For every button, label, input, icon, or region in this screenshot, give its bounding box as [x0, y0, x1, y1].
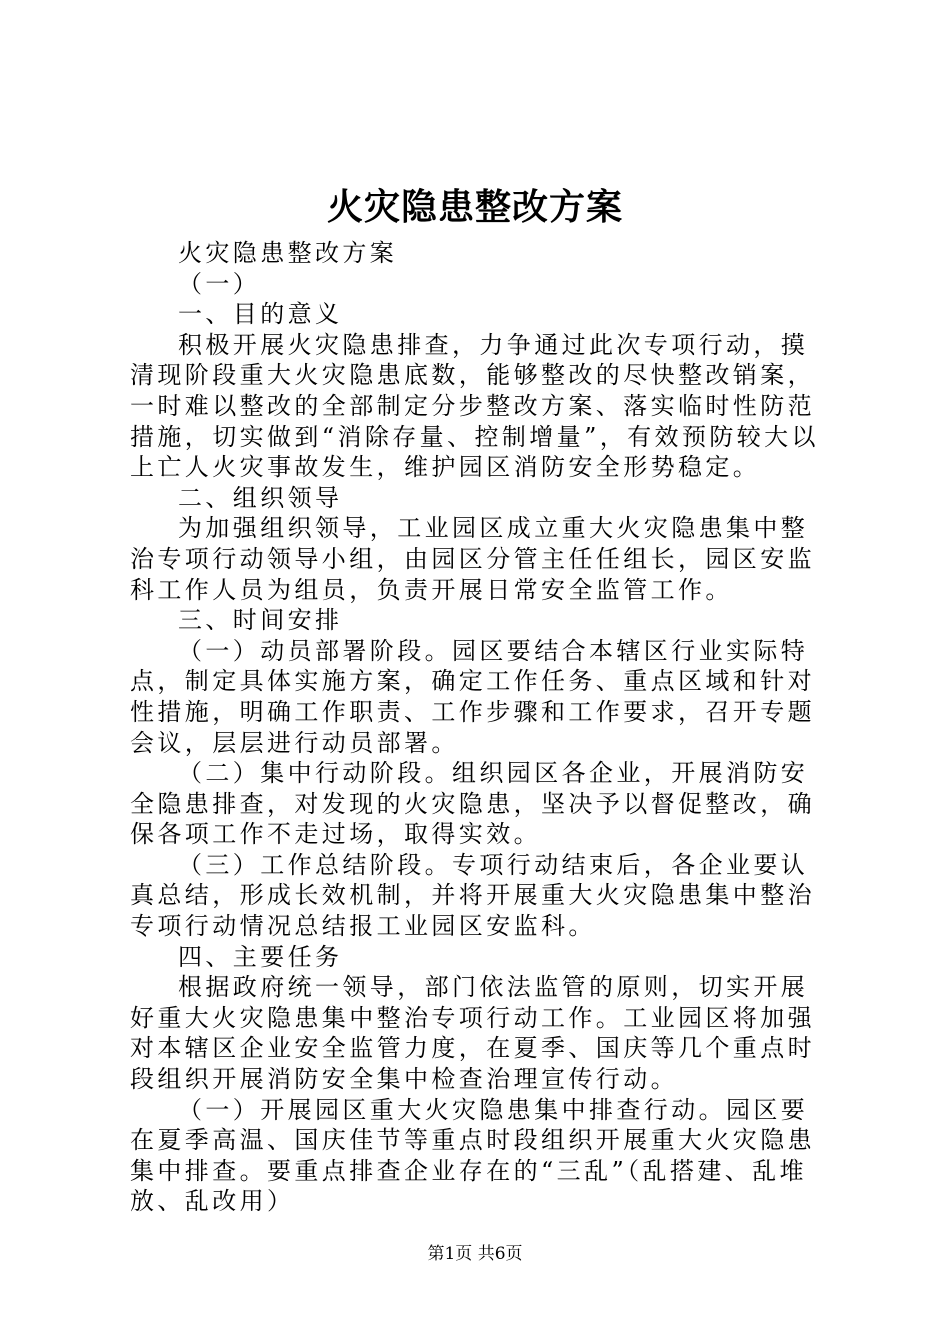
document-body — [130, 238, 830, 1217]
paragraph-tasks: 根据政府统一领导，部门依法监管的原则，切实开展好重大火灾隐患集中整治专项行动工作。工业园区将加强对本辖区企业安全监管力度，在夏季、国庆等几个重点时段组织开展消防安全集中检查治理宣传行动。 — [130, 973, 815, 1094]
paragraph-purpose: 积极开展火灾隐患排查，力争通过此次专项行动，摸清现阶段重大火灾隐患底数，能够整改的尽快整改销案，一时难以整改的全部制定分步整改方案、落实临时性防范措施，切实做到“消除存量、控制增量”，有效预防较大以上亡人火灾事故发生，维护园区消防安全形势稳定。 — [130, 330, 819, 482]
heading-purpose: 一、目的意义 — [178, 300, 343, 329]
paragraph-subtitle: 火灾隐患整改方案 — [178, 239, 398, 267]
heading-tasks: 四、主要任务 — [178, 942, 343, 971]
heading-organization: 二、组织领导 — [178, 483, 343, 512]
paragraph-task-1: （一）开展园区重大火灾隐患集中排查行动。园区要在夏季高温、国庆佳节等重点时段组织开展重大火灾隐患集中排查。要重点排查企业存在的“三乱”（乱搭建、乱堆放、乱改用） — [130, 1095, 815, 1216]
paragraph-schedule-3: （三）工作总结阶段。专项行动结束后，各企业要认真总结，形成长效机制，并将开展重大火灾隐患集中整治专项行动情况总结报工业园区安监科。 — [130, 850, 815, 941]
paragraph-schedule-2: （二）集中行动阶段。组织园区各企业，开展消防安全隐患排查，对发现的火灾隐患，坚决予以督促整改，确保各项工作不走过场，取得实效。 — [130, 759, 815, 849]
page-footer: 第1页 共6页 — [427, 1244, 523, 1264]
paragraph-part-number: （一） — [178, 269, 261, 298]
paragraph-schedule-1: （一）动员部署阶段。园区要结合本辖区行业实际特点，制定具体实施方案，确定工作任务、重点区域和针对性措施，明确工作职责、工作步骤和工作要求，召开专题会议，层层进行动员部署。 — [130, 636, 815, 757]
heading-schedule: 三、时间安排 — [178, 606, 343, 635]
paragraph-organization: 为加强组织领导，工业园区成立重大火灾隐患集中整治专项行动领导小组，由园区分管主任任组长，园区安监科工作人员为组员，负责开展日常安全监管工作。 — [130, 514, 815, 604]
document-title: 火灾隐患整改方案 — [326, 186, 623, 228]
